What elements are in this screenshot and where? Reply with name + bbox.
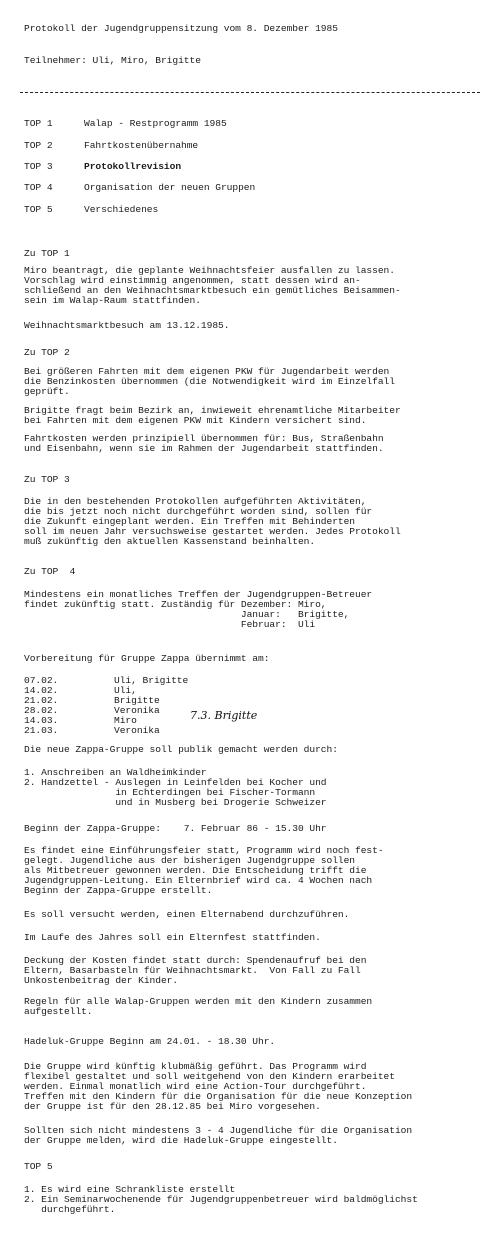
schedule-names: Veronika [114,705,160,716]
top3-text-line: die bis jetzt noch nicht durchgeführt worden sind, sollen für [24,506,373,517]
publicity-item: 1. Anschreiben an Waldheimkinder [24,767,207,778]
zappa-prep-intro: Vorbereitung für Gruppe Zappa übernimmt am: [24,653,270,664]
parents-party-line: Im Laufe des Jahres soll ein Elternfest stattfinden. [24,932,321,943]
celebration-line: gelegt. Jugendliche aus der bisherigen Jugendgruppe sollen [24,855,356,866]
top1-text-line: sein im Walap-Raum stattfinden. [24,295,201,306]
top4-heading: Zu TOP 4 [24,566,76,577]
schedule-date: 28.02. [24,705,59,716]
agenda-item-number: TOP 4 [24,182,53,193]
agenda-item-number: TOP 3 [24,161,53,172]
top2-text-line: und Eisenbahn, wenn sie im Rahmen der Jugendarbeit stattfinden. [24,443,384,454]
agenda-item-label: Organisation der neuen Gruppen [84,182,256,193]
agenda-item-label: Verschiedenes [84,204,159,215]
publicity-item: und in Musberg bei Drogerie Schweizer [24,797,327,808]
top5-item: durchgeführt. [24,1204,116,1215]
schedule-date: 14.02. [24,685,59,696]
top5-item: 1. Es wird eine Schrankliste erstellt [24,1184,236,1195]
hadeluk-line: Treffen mit den Kindern für die Organisation für die neue Konzeption [24,1091,413,1102]
costs-line: Eltern, Basarbasteln für Weihnachtsmarkt. Von Fall zu Fall [24,965,361,976]
schedule-date: 21.03. [24,725,59,736]
hadeluk-line: Die Gruppe wird künftig klubmäßig geführt. Das Programm wird [24,1061,367,1072]
top2-text-line: die Benzinkosten übernommen (die Notwendigkeit wird im Einzelfall [24,376,395,387]
celebration-line: Beginn der Zappa-Gruppe erstellt. [24,885,213,896]
hadeluk-line: werden. Einmal monatlich wird eine Action-Tour durchgeführt. [24,1081,367,1092]
schedule-date: 07.02. [24,675,59,686]
document-title: Protokoll der Jugendgruppensitzung vom 8. Dezember 1985 [24,23,338,34]
handwritten-note: 7.3. Brigitte [190,709,258,722]
top4-meeting-line: Februar: Uli [24,619,316,630]
agenda-item-number: TOP 2 [24,140,53,151]
top4-meeting-line: findet zukünftig statt. Zuständig für Dezember: Miro, [24,599,327,610]
top1-text-line: schließend an den Weihnachtsmarktbesuch ein gemütliches Beisammen- [24,285,401,296]
hadeluk-condition-line: der Gruppe melden, wird die Hadeluk-Gruppe eingestellt. [24,1135,338,1146]
separator-line [20,92,480,93]
agenda-item-label: Walap - Restprogramm 1985 [84,118,227,129]
publicity-item: in Echterdingen bei Fischer-Tormann [24,787,316,798]
rules-line: Regeln für alle Walap-Gruppen werden mit den Kindern zusammen [24,996,373,1007]
top1-heading: Zu TOP 1 [24,248,70,259]
top1-text-line: Vorschlag wird einstimmig angenommen, statt dessen wird an- [24,275,361,286]
top2-text-line: bei Fahrten mit dem eigenen PKW mit Kindern versichert sind. [24,415,367,426]
schedule-names: Veronika [114,725,160,736]
publicity-intro: Die neue Zappa-Gruppe soll publik gemacht werden durch: [24,744,338,755]
costs-line: Unkostenbeitrag der Kinder. [24,975,179,986]
top2-text-line: Fahrtkosten werden prinzipiell übernommen für: Bus, Straßenbahn [24,433,384,444]
top1-text-line: Weihnachtsmarktbesuch am 13.12.1985. [24,320,230,331]
top2-text-line: geprüft. [24,386,70,397]
top2-heading: Zu TOP 2 [24,347,70,358]
top3-text-line: Die in den bestehenden Protokollen aufgeführten Aktivitäten, [24,496,367,507]
schedule-names: Uli, Brigitte [114,675,189,686]
schedule-names: Uli, [114,685,137,696]
agenda-item-number: TOP 1 [24,118,53,129]
top2-text-line: Bei größeren Fahrten mit dem eigenen PKW für Jugendarbeit werden [24,366,390,377]
top4-meeting-line: Januar: Brigitte, [24,609,350,620]
schedule-date: 14.03. [24,715,59,726]
hadeluk-line: der Gruppe ist für den 28.12.85 bei Miro vorgesehen. [24,1101,321,1112]
celebration-line: als Mitbetreuer gewonnen werden. Die Entscheidung trifft die [24,865,367,876]
top5-item: 2. Ein Seminarwochenende für Jugendgruppenbetreuer wird baldmöglichst [24,1194,418,1205]
top3-heading: Zu TOP 3 [24,474,70,485]
top2-text-line: Brigitte fragt beim Bezirk an, inwieweit ehrenamtliche Mitarbeiter [24,405,401,416]
top5-heading: TOP 5 [24,1161,53,1172]
parents-evening-line: Es soll versucht werden, einen Elternabend durchzuführen. [24,909,350,920]
agenda-item-label: Fahrtkostenübernahme [84,140,199,151]
hadeluk-condition-line: Sollten sich nicht mindestens 3 - 4 Jugendliche für die Organisation [24,1125,413,1136]
celebration-line: Jugendgruppen-Leitung. Ein Elternbrief wird ca. 4 Wochen nach [24,875,373,886]
hadeluk-line: flexibel gestaltet und soll weitgehend von den Kindern erarbeitet [24,1071,395,1082]
celebration-line: Es findet eine Einführungsfeier statt, Programm wird noch fest- [24,845,384,856]
top3-text-line: die Zukunft eingeplant werden. Ein Treffen mit Behinderten [24,516,356,527]
top4-meeting-line: Mindestens ein monatliches Treffen der Jugendgruppen-Betreuer [24,589,373,600]
top1-text-line: Miro beantragt, die geplante Weihnachtsfeier ausfallen zu lassen. [24,265,395,276]
rules-line: aufgestellt. [24,1006,93,1017]
top3-text-line: muß zukünftig den aktuellen Kassenstand beinhalten. [24,536,316,547]
publicity-item: 2. Handzettel - Auslegen in Leinfelden bei Kocher und [24,777,327,788]
zappa-start-line: Beginn der Zappa-Gruppe: 7. Februar 86 - 15.30 Uhr [24,823,327,834]
schedule-date: 21.02. [24,695,59,706]
schedule-names: Brigitte [114,695,160,706]
schedule-names: Miro [114,715,137,726]
agenda-item-number: TOP 5 [24,204,53,215]
hadeluk-start-line: Hadeluk-Gruppe Beginn am 24.01. - 18.30 Uhr. [24,1036,276,1047]
agenda-item-label: Protokollrevision [84,161,182,172]
top3-text-line: soll im neuen Jahr versuchsweise gestartet werden. Jedes Protokoll [24,526,401,537]
participants-line: Teilnehmer: Uli, Miro, Brigitte [24,55,201,66]
costs-line: Deckung der Kosten findet statt durch: Spendenaufruf bei den [24,955,367,966]
